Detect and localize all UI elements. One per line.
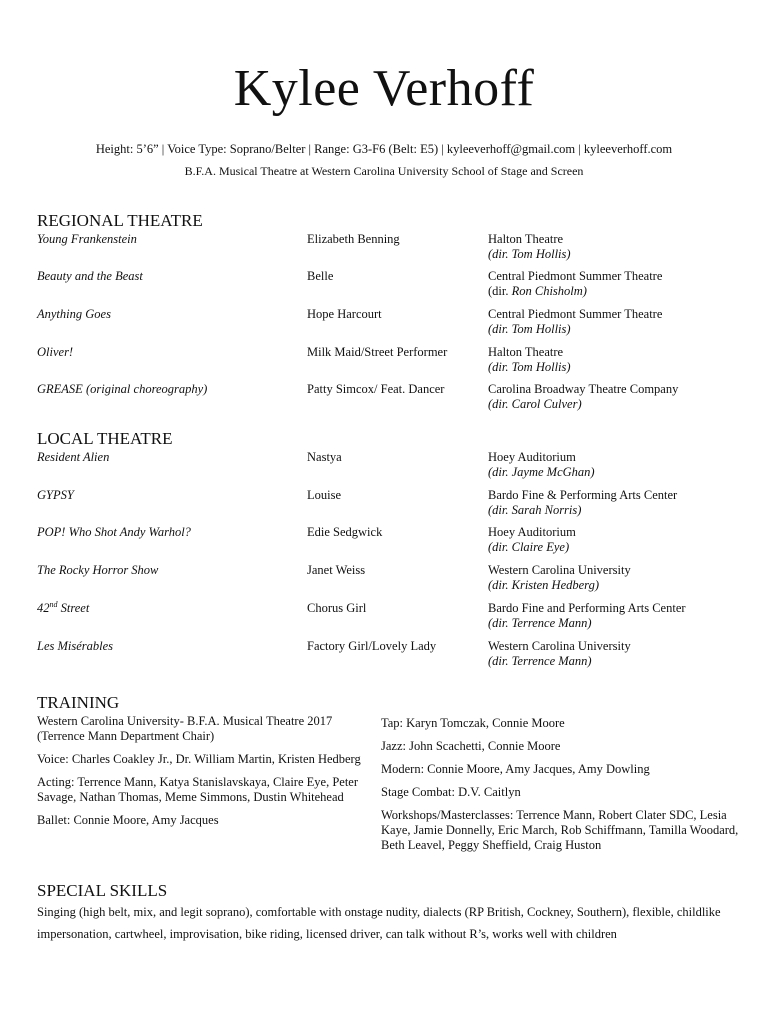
venue-name: Western Carolina University <box>488 563 631 577</box>
credit-venue <box>488 601 748 631</box>
credit-director: (dir. Kristen Hedberg) <box>488 578 599 592</box>
credit-role: Nastya <box>307 450 342 464</box>
credit-director: (dir. Tom Hollis) <box>488 360 571 374</box>
credit-row <box>37 488 737 524</box>
training-item: Modern: Connie Moore, Amy Jacques, Amy Dowling <box>381 762 650 776</box>
credit-director: (dir. Terrence Mann) <box>488 616 592 630</box>
credit-venue <box>488 382 748 412</box>
venue-name: Western Carolina University <box>488 639 631 653</box>
credit-show: POP! Who Shot Andy Warhol? <box>37 525 191 539</box>
venue-name: Central Piedmont Summer Theatre <box>488 269 663 283</box>
venue-name: Halton Theatre <box>488 232 564 246</box>
venue-name: Halton Theatre <box>488 345 564 359</box>
credit-director: (dir. Tom Hollis) <box>488 322 571 336</box>
credit-venue <box>488 345 748 375</box>
special-skills-heading: SPECIAL SKILLS <box>37 881 168 900</box>
special-skills-text: Singing (high belt, mix, and legit soprano), comfortable with onstage nudity, dialects (RP British, Cockney, Southern), flexible, childlike impersonation, cartwheel, improvisation, bike riding, licensed driver, can talk without R’s, works well with children <box>37 905 721 941</box>
credit-venue <box>488 307 748 337</box>
training-item: Ballet: Connie Moore, Amy Jacques <box>37 813 219 827</box>
credit-role: Belle <box>307 269 334 283</box>
venue-name: Hoey Auditorium <box>488 525 576 539</box>
credit-row <box>37 382 737 418</box>
training-heading: TRAINING <box>37 693 120 712</box>
venue-name: Central Piedmont Summer Theatre <box>488 307 663 321</box>
venue-name: Bardo Fine & Performing Arts Center <box>488 488 678 502</box>
credit-row <box>37 639 737 675</box>
training-item: Jazz: John Scachetti, Connie Moore <box>381 739 561 753</box>
credit-show: The Rocky Horror Show <box>37 563 159 577</box>
credit-director: (dir. Sarah Norris) <box>488 503 582 517</box>
credit-director: (dir. Claire Eye) <box>488 540 570 554</box>
regional-theatre-heading: REGIONAL THEATRE <box>37 211 203 230</box>
venue-name: Hoey Auditorium <box>488 450 576 464</box>
credit-role: Hope Harcourt <box>307 307 382 321</box>
credit-show: Les Misérables <box>37 639 114 653</box>
credit-director: (dir. Terrence Mann) <box>488 654 592 668</box>
credit-role: Factory Girl/Lovely Lady <box>307 639 437 653</box>
credit-director: (dir. Jayme McGhan) <box>488 465 595 479</box>
training-right-column <box>381 716 739 861</box>
credit-show: Anything Goes <box>37 307 111 321</box>
credit-row <box>37 345 737 381</box>
venue-name: Bardo Fine and Performing Arts Center <box>488 601 686 615</box>
credit-role: Louise <box>307 488 342 502</box>
credit-row <box>37 269 737 305</box>
credit-role: Chorus Girl <box>307 601 367 615</box>
training-left-column <box>37 714 369 836</box>
credit-venue <box>488 563 748 593</box>
contact-line: Height: 5’6” | Voice Type: Soprano/Belter | Range: G3-F6 (Belt: E5) | kyleeverhoff@gmail.com | kyleeverhoff.com <box>95 142 673 156</box>
resume-name: Kylee Verhoff <box>233 60 535 117</box>
credit-show: GYPSY <box>37 488 74 502</box>
credit-row <box>37 307 737 343</box>
education-line: B.F.A. Musical Theatre at Western Carolina University School of Stage and Screen <box>184 164 584 178</box>
training-item: Western Carolina University- B.F.A. Musical Theatre 2017 (Terrence Mann Department Chair) <box>37 714 333 743</box>
credit-director: (dir. Tom Hollis) <box>488 247 571 261</box>
credit-show: Beauty and the Beast <box>37 269 143 283</box>
credit-venue <box>488 525 748 555</box>
training-item: Acting: Terrence Mann, Katya Stanislavskaya, Claire Eye, Peter Savage, Nathan Thomas, Meme Simmons, Dustin Whitehead <box>37 775 359 804</box>
credit-row <box>37 563 737 599</box>
credit-venue <box>488 639 748 669</box>
credit-row <box>37 450 737 486</box>
credit-venue <box>488 269 748 299</box>
training-item: Tap: Karyn Tomczak, Connie Moore <box>381 716 565 730</box>
credit-role: Patty Simcox/ Feat. Dancer <box>307 382 445 396</box>
credit-role: Milk Maid/Street Performer <box>307 345 448 359</box>
credit-row <box>37 232 737 268</box>
credit-director: (dir. Carol Culver) <box>488 397 582 411</box>
credit-show: Young Frankenstein <box>37 232 137 246</box>
credit-role: Janet Weiss <box>307 563 366 577</box>
credit-role: Edie Sedgwick <box>307 525 383 539</box>
training-item: Voice: Charles Coakley Jr., Dr. William Martin, Kristen Hedberg <box>37 752 361 766</box>
credit-row <box>37 525 737 561</box>
credit-show: Resident Alien <box>37 450 110 464</box>
venue-name: Carolina Broadway Theatre Company <box>488 382 679 396</box>
training-item: Workshops/Masterclasses: Terrence Mann, Robert Clater SDC, Lesia Kaye, Jamie Donnelly, Eric March, Rob Schiffmann, Tamilla Woodard, Beth Leavel, Peggy Sheffield, Craig Huston <box>381 808 739 852</box>
training-item: Stage Combat: D.V. Caitlyn <box>381 785 521 799</box>
credit-venue <box>488 488 748 518</box>
credit-show: GREASE (original choreography) <box>37 382 208 396</box>
credit-venue <box>488 232 748 262</box>
credit-show: Oliver! <box>37 345 74 359</box>
credit-show: 42nd Street <box>37 599 90 615</box>
credit-director: (dir. Ron Chisholm) <box>488 284 587 298</box>
local-theatre-heading: LOCAL THEATRE <box>37 429 173 448</box>
credit-venue <box>488 450 748 480</box>
credit-role: Elizabeth Benning <box>307 232 400 246</box>
credit-row <box>37 601 737 637</box>
